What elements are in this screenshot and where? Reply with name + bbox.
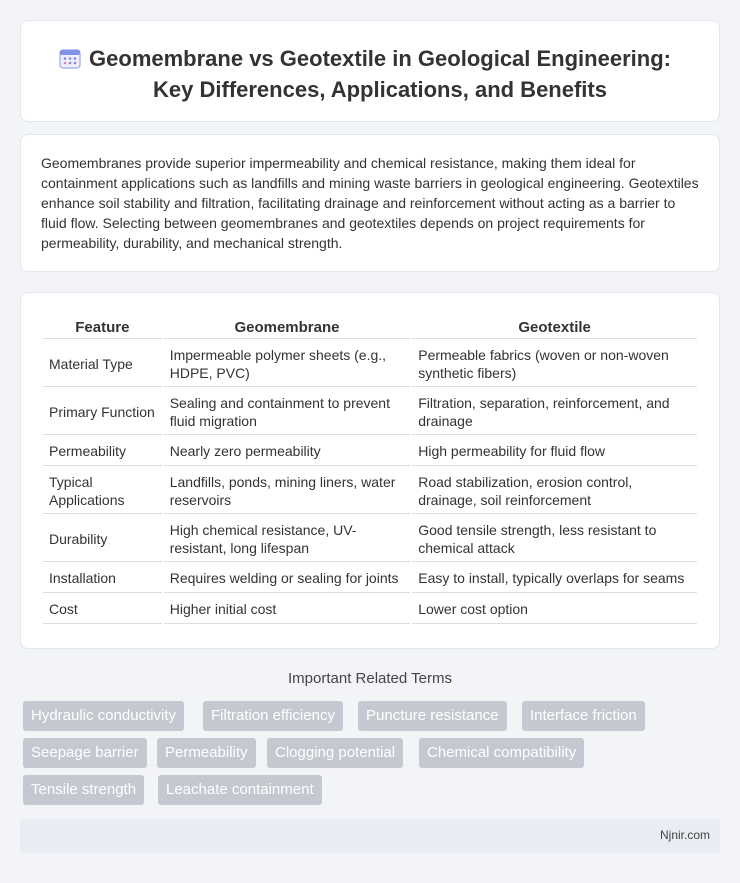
row-geomembrane: Landfills, ponds, mining liners, water reservoirs — [164, 468, 411, 514]
intro-paragraph: Geomembranes provide superior impermeability and chemical resistance, making them ideal for containment applications such as landfills and mining waste barriers in geological engineering. Geotextiles enhance soil stability and filtration, facilitating drainage and reinforcement without acting as a barrier to fluid flow. Selecting between geomembranes and geotextiles depends on project requirements for permeability, durability, and mechanical strength. — [41, 155, 699, 251]
page-title: Geomembrane vs Geotextile in Geological Engineering: Key Differences, Applications, and Benefits — [89, 46, 671, 102]
intro-card — [20, 134, 720, 272]
related-terms-heading: Important Related Terms — [288, 670, 452, 687]
row-geotextile: Lower cost option — [412, 595, 697, 624]
table-header-row — [43, 315, 697, 339]
row-feature: Durability — [43, 516, 162, 562]
row-geomembrane: Sealing and containment to prevent fluid migration — [164, 389, 411, 435]
term-chip[interactable]: Filtration efficiency — [203, 701, 343, 731]
title-card — [20, 20, 720, 122]
term-chip[interactable]: Chemical compatibility — [419, 738, 584, 768]
table-row — [43, 389, 697, 435]
header-feature: Feature — [43, 315, 162, 339]
table-row — [43, 468, 697, 514]
row-geomembrane: Higher initial cost — [164, 595, 411, 624]
term-chip[interactable]: Puncture resistance — [358, 701, 507, 731]
row-geotextile: High permeability for fluid flow — [412, 437, 697, 466]
term-chip[interactable]: Leachate containment — [158, 775, 322, 805]
footer-bar — [20, 819, 720, 853]
term-chip[interactable]: Hydraulic conductivity — [23, 701, 184, 731]
row-geotextile: Road stabilization, erosion control, drainage, soil reinforcement — [412, 468, 697, 514]
row-geotextile: Good tensile strength, less resistant to chemical attack — [412, 516, 697, 562]
term-chip[interactable]: Seepage barrier — [23, 738, 147, 768]
row-feature: Primary Function — [43, 389, 162, 435]
term-chip[interactable]: Tensile strength — [23, 775, 144, 805]
table-row — [43, 437, 697, 466]
term-chip[interactable]: Clogging potential — [267, 738, 403, 768]
row-feature: Material Type — [43, 341, 162, 387]
table-row — [43, 564, 697, 593]
row-geomembrane: Nearly zero permeability — [164, 437, 411, 466]
row-feature: Permeability — [43, 437, 162, 466]
row-geomembrane: High chemical resistance, UV-resistant, long lifespan — [164, 516, 411, 562]
table-row — [43, 516, 697, 562]
header-geomembrane: Geomembrane — [164, 315, 411, 339]
comparison-table-card — [20, 292, 720, 649]
row-geotextile: Permeable fabrics (woven or non-woven synthetic fibers) — [412, 341, 697, 387]
row-geotextile: Filtration, separation, reinforcement, and drainage — [412, 389, 697, 435]
comparison-table — [41, 313, 699, 626]
row-feature: Installation — [43, 564, 162, 593]
row-feature: Cost — [43, 595, 162, 624]
row-geomembrane: Requires welding or sealing for joints — [164, 564, 411, 593]
header-geotextile: Geotextile — [412, 315, 697, 339]
table-row — [43, 595, 697, 624]
term-chip[interactable]: Permeability — [157, 738, 256, 768]
term-chip[interactable]: Interface friction — [522, 701, 645, 731]
row-geotextile: Easy to install, typically overlaps for seams — [412, 564, 697, 593]
footer-site[interactable]: Njnir.com — [659, 828, 710, 842]
row-feature: Typical Applications — [43, 468, 162, 514]
table-row — [43, 341, 697, 387]
row-geomembrane: Impermeable polymer sheets (e.g., HDPE, PVC) — [164, 341, 411, 387]
